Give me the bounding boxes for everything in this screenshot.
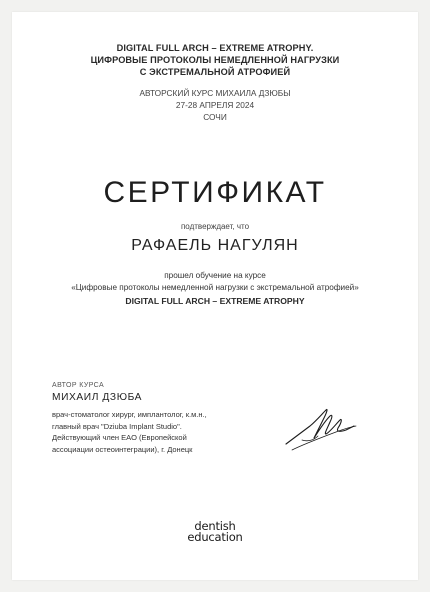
author-desc-line-1: врач-стоматолог хирург, имплантолог, к.м.н., bbox=[52, 410, 207, 419]
header-line-2: ЦИФРОВЫЕ ПРОТОКОЛЫ НЕМЕДЛЕННОЙ НАГРУЗКИ bbox=[90, 55, 340, 65]
confirms-text: подтверждает, что bbox=[180, 222, 250, 231]
author-desc-line-4: ассоциации остеоинтеграции), г. Донецк bbox=[52, 444, 193, 454]
author-name: МИХАИЛ ДЗЮБА bbox=[52, 392, 143, 403]
signature bbox=[280, 396, 360, 458]
certificate-title: СЕРТИФИКАТ bbox=[103, 176, 327, 209]
course-dates: 27-28 АПРЕЛЯ 2024 bbox=[175, 100, 255, 110]
course-city: СОЧИ bbox=[203, 112, 227, 122]
author-desc-line-3: Действующий член EAO (Европейской bbox=[52, 433, 187, 443]
logo-line-1: dentish bbox=[194, 519, 236, 533]
author-description bbox=[52, 409, 272, 455]
recipient-name: РАФАЕЛЬ НАГУЛЯН bbox=[131, 237, 299, 254]
author-desc-line-2: главный врач "Dziuba Implant Studio". bbox=[52, 421, 182, 431]
course-author-line: АВТОРСКИЙ КУРС МИХАИЛА ДЗЮБЫ bbox=[139, 88, 291, 98]
completed-text: прошел обучение на курсе bbox=[164, 271, 266, 280]
certificate-page bbox=[12, 12, 418, 580]
dentish-education-logo bbox=[12, 521, 418, 543]
header-line-1: DIGITAL FULL ARCH – EXTREME ATROPHY. bbox=[116, 43, 314, 53]
logo-line-2: education bbox=[187, 530, 243, 544]
course-name-ru: «Цифровые протоколы немедленной нагрузки с экстремальной атрофией» bbox=[71, 283, 359, 292]
header-line-3: С ЭКСТРЕМАЛЬНОЙ АТРОФИЕЙ bbox=[139, 67, 291, 77]
course-name-en: DIGITAL FULL ARCH – EXTREME ATROPHY bbox=[125, 296, 305, 306]
author-label: АВТОР КУРСА bbox=[52, 382, 105, 389]
